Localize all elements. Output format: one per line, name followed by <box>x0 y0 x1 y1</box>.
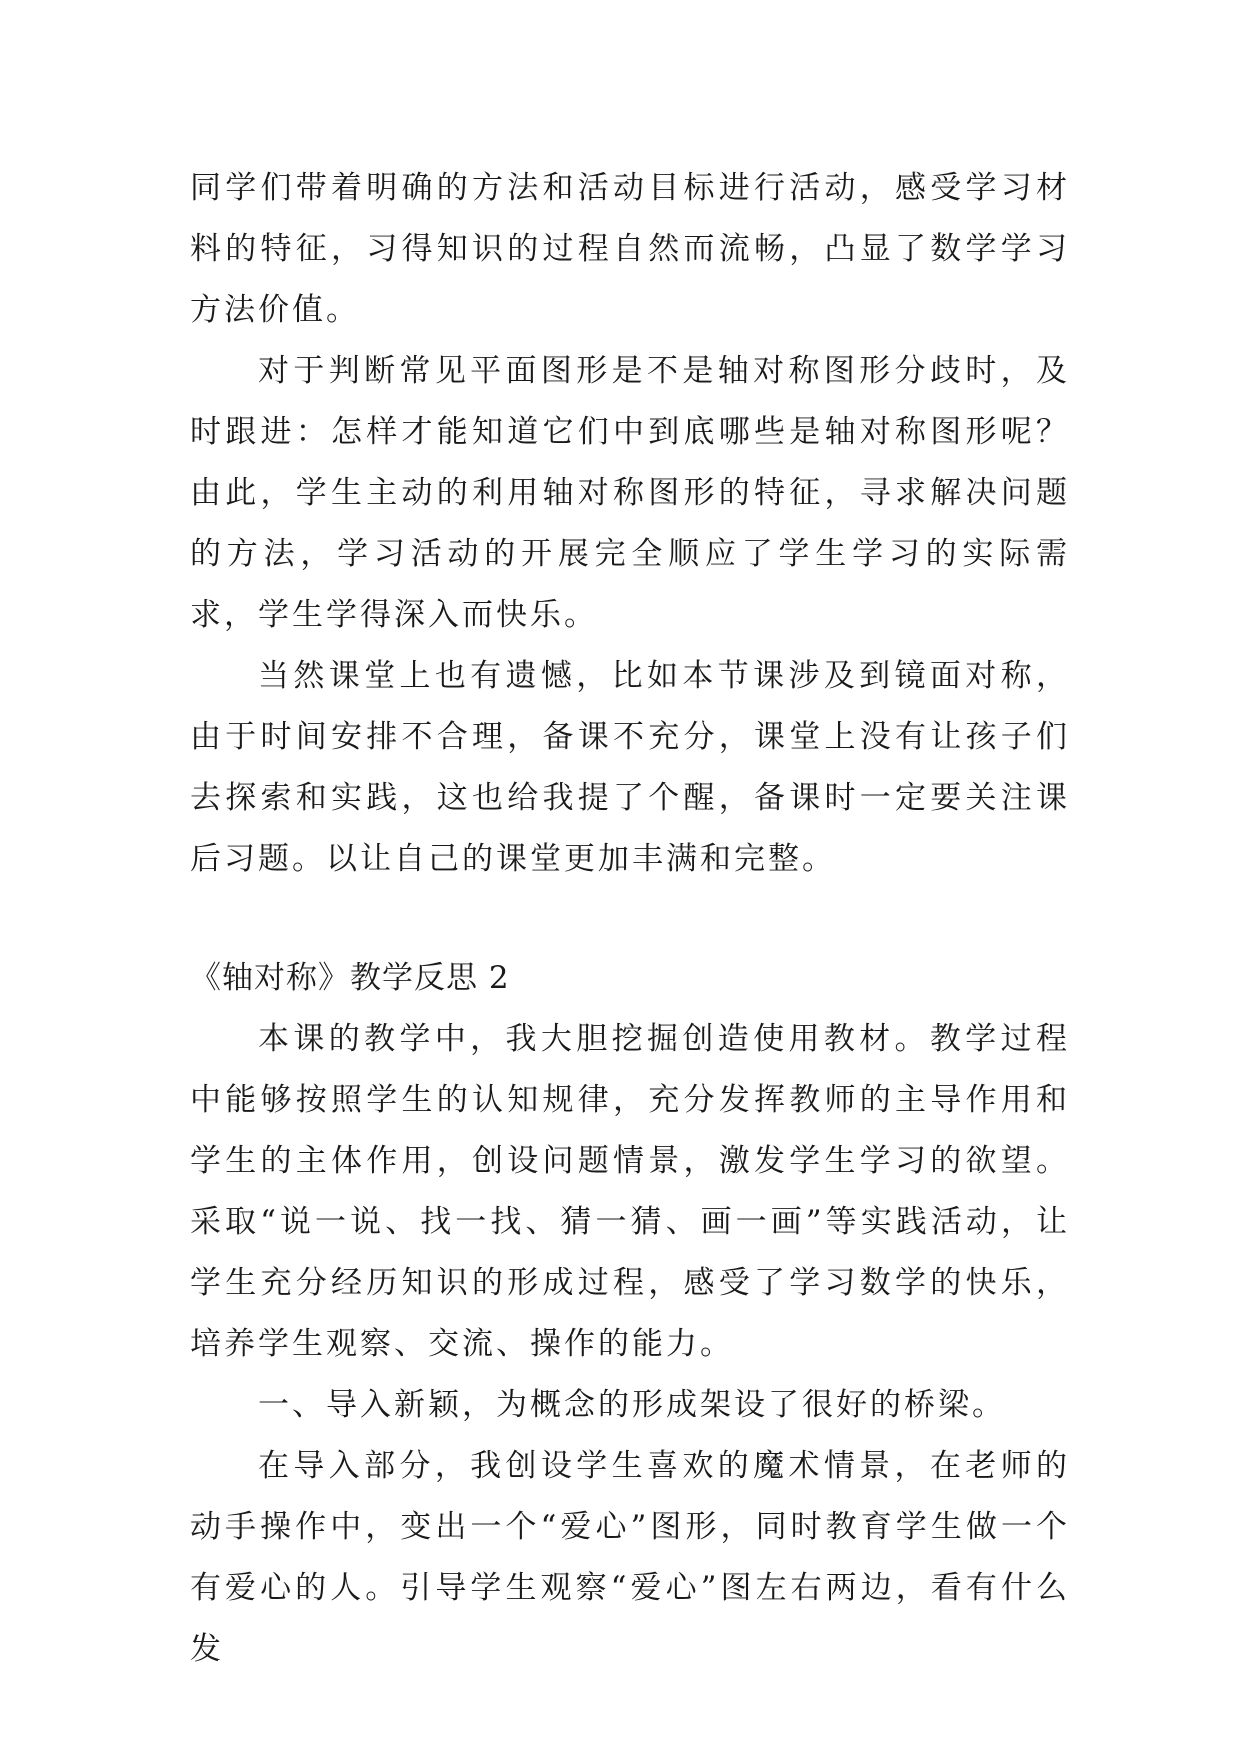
paragraph-regret: 当然课堂上也有遗憾，比如本节课涉及到镜面对称，由于时间安排不合理，备课不充分，课堂上没有让孩子们去探索和实践，这也给我提了个醒，备课时一定要关注课后习题。以让自己的课堂更加丰满和完整。 <box>190 658 1070 877</box>
section-title: 《轴对称》教学反思 2 <box>190 960 510 996</box>
paragraph-import: 在导入部分，我创设学生喜欢的魔术情景，在老师的动手操作中，变出一个“爱心”图形，同时教育学生做一个有爱心的人。引导学生观察“爱心”图左右两边，看有什么发 <box>190 1448 1070 1667</box>
document-body <box>190 158 1070 1680</box>
paragraph-heading-one: 一、导入新颖，为概念的形成架设了很好的桥梁。 <box>258 1387 1006 1423</box>
paragraph-continuation: 同学们带着明确的方法和活动目标进行活动，感受学习材料的特征，习得知识的过程自然而流畅，凸显了数学学习方法价值。 <box>190 170 1070 328</box>
paragraph-follow-up: 对于判断常见平面图形是不是轴对称图形分歧时，及时跟进：怎样才能知道它们中到底哪些是轴对称图形呢？由此，学生主动的利用轴对称图形的特征，寻求解决问题的方法，学习活动的开展完全顺应了学生学习的实际需求，学生学得深入而快乐。 <box>190 353 1070 633</box>
paragraph-intro: 本课的教学中，我大胆挖掘创造使用教材。教学过程中能够按照学生的认知规律，充分发挥教师的主导作用和学生的主体作用，创设问题情景，激发学生学习的欲望。采取“说一说、找一找、猜一猜、画一画”等实践活动，让学生充分经历知识的形成过程，感受了学习数学的快乐，培养学生观察、交流、操作的能力。 <box>190 1021 1070 1362</box>
